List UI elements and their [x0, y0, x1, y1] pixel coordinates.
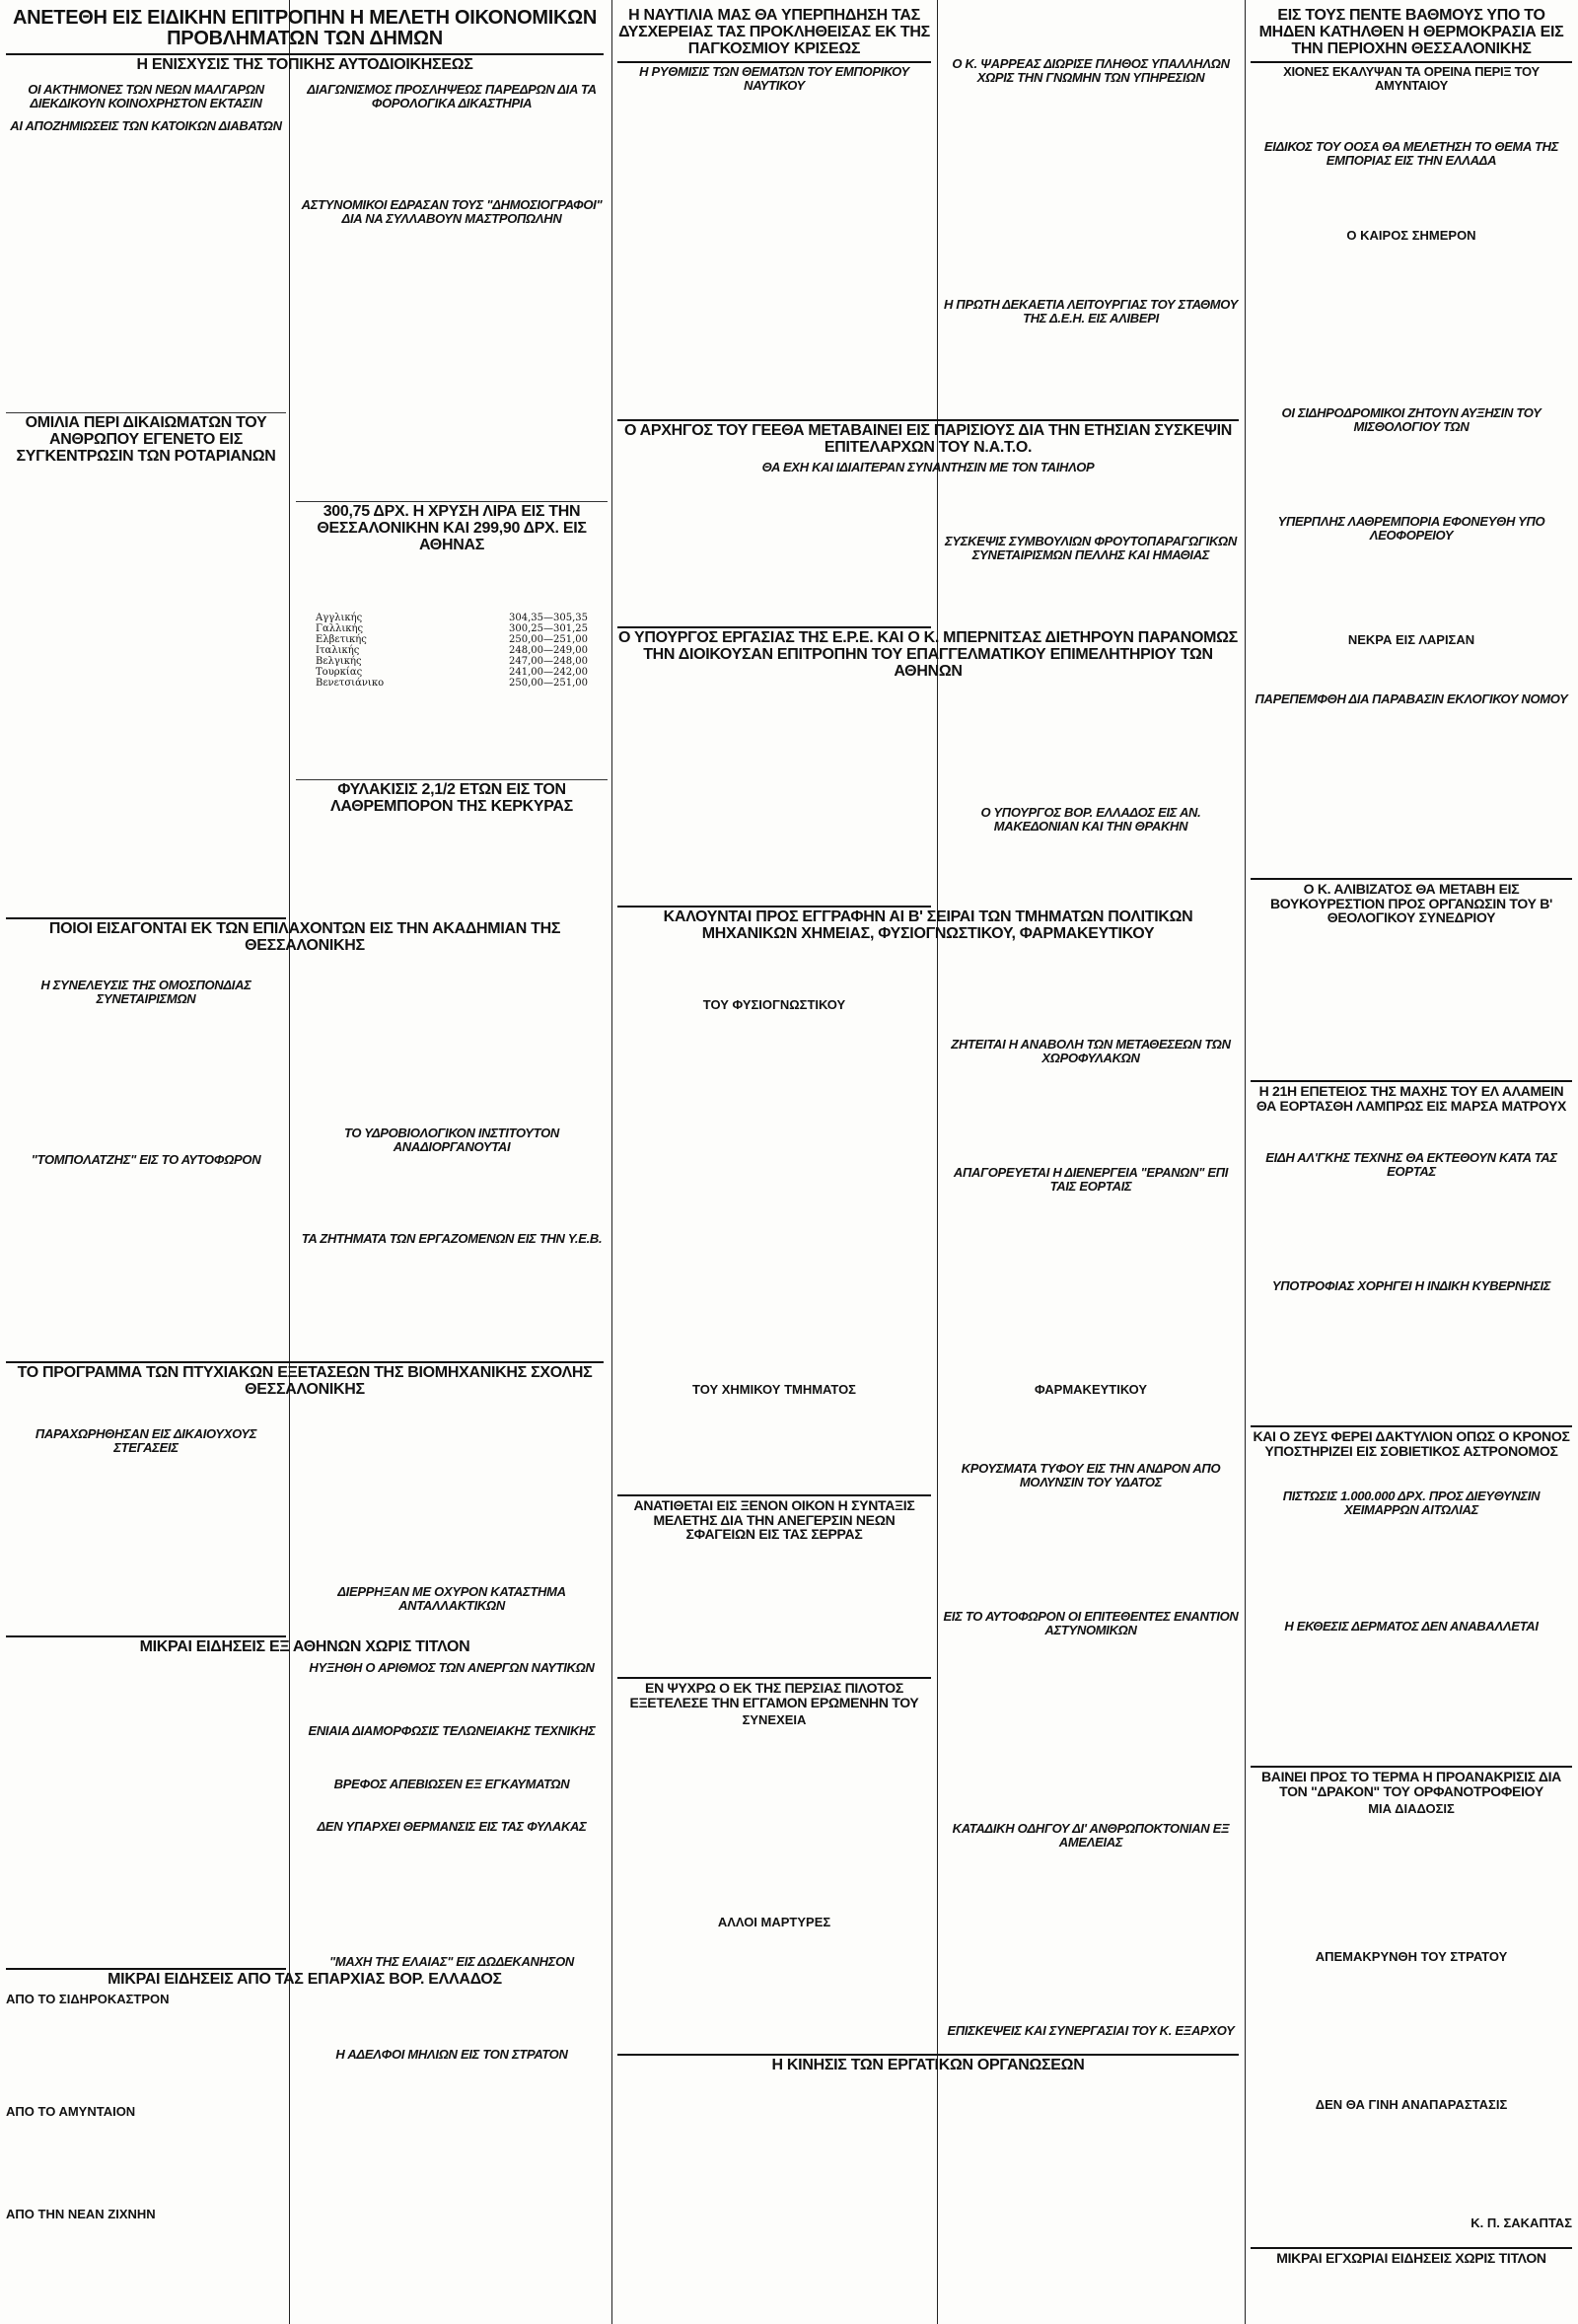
headline: ΔΕΝ ΥΠΑΡΧΕΙ ΘΕΡΜΑΝΣΙΣ ΕΙΣ ΤΑΣ ΦΥΛΑΚΑΣ	[317, 1819, 587, 1835]
article-credit-aitolia	[1251, 1488, 1572, 1547]
headline: Η 21Η ΕΠΕΤΕΙΟΣ ΤΗΣ ΜΑΧΗΣ ΤΟΥ ΕΛ ΑΛΑΜΕΙΝ ΘΑ ΕΟΡΤΑΣΘΗ ΛΑΜΠΡΩΣ ΕΙΣ ΜΑΡΣΑ ΜΑΤΡΟΥΧ	[1255, 1083, 1567, 1114]
headline: ΟΙ ΣΙΔΗΡΟΔΡΟΜΙΚΟΙ ΖΗΤΟΥΝ ΑΥΞΗΣΙΝ ΤΟΥ ΜΙΣΘΟΛΟΓΙΟΥ ΤΩΝ	[1281, 405, 1542, 434]
headline: ΑΣΤΥΝΟΜΙΚΟΙ ΕΔΡΑΣΑΝ ΤΟΥΣ "ΔΗΜΟΣΙΟΓΡΑΦΟΙ" ΔΙΑ ΝΑ ΣΥΛΛΑΒΟΥΝ ΜΑΣΤΡΟΠΩΛΗΝ	[301, 197, 603, 226]
article-aliveri-power	[943, 296, 1239, 375]
headline: ΠΑΡΕΠΕΜΦΘΗ ΔΙΑ ΠΑΡΑΒΑΣΙΝ ΕΚΛΟΓΙΚΟΥ ΝΟΜΟΥ	[1255, 691, 1568, 706]
article-industrial-school-exams	[6, 1361, 604, 1420]
headline: ΒΡΕΦΟΣ ΑΠΕΒΙΩΣΕΝ ΕΞ ΕΓΚΑΥΜΑΤΩΝ	[333, 1776, 570, 1791]
article-nato-chiefs	[617, 419, 1239, 508]
article-short-news-block	[296, 1583, 608, 1909]
gold-row: Ελβετικής 250,00—251,00	[316, 634, 588, 646]
headline: ΚΡΟΥΣΜΑΤΑ ΤΥΦΟΥ ΕΙΣ ΤΗΝ ΑΝΔΡΟΝ ΑΠΟ ΜΟΛΥΝΣΙΝ ΤΟΥ ΥΔΑΤΟΣ	[961, 1461, 1221, 1489]
subheadline: ΣΥΝΕΧΕΙΑ	[742, 1712, 807, 1728]
headline: ΠΟΙΟΙ ΕΙΣΑΓΟΝΤΑΙ ΕΚ ΤΩΝ ΕΠΙΛΑΧΟΝΤΩΝ ΕΙΣ ΤΗΝ ΑΚΑΔΗΜΙΑΝ ΤΗΣ ΘΕΣΣΑΛΟΝΙΚΗΣ	[48, 920, 561, 954]
column-head	[943, 1381, 1239, 1401]
headline: ΚΑΙ Ο ΖΕΥΣ ΦΕΡΕΙ ΔΑΚΤΥΛΙΟΝ ΟΠΩΣ Ο ΚΡΟΝΟΣ ΥΠΟΣΤΗΡΙΖΕΙ ΕΙΣ ΣΟΒΙΕΤΙΚΟΣ ΑΣΤΡΟΝΟΜΟΣ	[1253, 1428, 1570, 1459]
article-jupiter-ring	[1251, 1425, 1572, 1485]
article-slaughterhouse-serres	[617, 1494, 931, 1544]
article-fundraising-ban	[943, 1164, 1239, 1233]
subheadline: ΤΟΥ ΦΥΣΙΟΓΝΩΣΤΙΚΟΥ	[702, 997, 846, 1012]
article-alivizatos	[1251, 878, 1572, 937]
headline: ΠΙΣΤΩΣΙΣ 1.000.000 ΔΡΧ. ΠΡΟΣ ΔΙΕΥΘΥΝΣΙΝ ΧΕΙΜΑΡΡΩΝ ΑΙΤΩΛΙΑΣ	[1282, 1489, 1541, 1517]
subheadline: Ο ΚΑΙΡΟΣ ΣΗΜΕΡΟΝ	[1346, 228, 1476, 243]
article-electoral-law	[1251, 690, 1572, 750]
headline: ΕΙΣ ΤΟ ΑΥΤΟΦΩΡΟΝ ΟΙ ΕΠΙΤΕΘΕΝΤΕΣ ΕΝΑΝΤΙΟΝ ΑΣΤΥΝΟΜΙΚΩΝ	[943, 1609, 1239, 1637]
article-tax-court	[296, 81, 608, 377]
headline: ΤΑ ΖΗΤΗΜΑΤΑ ΤΩΝ ΕΡΓΑΖΟΜΕΝΩΝ ΕΙΣ ΤΗΝ Υ.Ε.Β.	[301, 1231, 603, 1247]
subheadline: ΑΠΕΜΑΚΡΥΝΘΗ ΤΟΥ ΣΤΡΑΤΟΥ	[1315, 1949, 1508, 1964]
headline: ΤΟ ΥΔΡΟΒΙΟΛΟΓΙΚΟΝ ΙΝΣΤΙΤΟΥΤΟΝ ΑΝΑΔΙΟΡΓΑΝΟΥΤΑΙ	[344, 1126, 559, 1154]
article-labour-minister	[617, 626, 1238, 715]
headline: Η ΚΙΝΗΣΙΣ ΤΩΝ ΕΡΓΑΤΙΚΩΝ ΟΡΓΑΝΩΣΕΩΝ	[771, 2057, 1085, 2073]
article-kerkyra-smuggler	[296, 779, 608, 937]
article-fruit-cooperatives	[943, 533, 1239, 641]
article-el-alamein	[1251, 1080, 1572, 1139]
headline: ΣΥΣΚΕΨΙΣ ΣΥΜΒΟΥΛΙΩΝ ΦΡΟΥΤΟΠΑΡΑΓΩΓΙΚΩΝ ΣΥΝΕΤΑΙΡΙΣΜΩΝ ΠΕΛΛΗΣ ΚΑΙ ΗΜΑΘΙΑΣ	[945, 534, 1237, 562]
column-head	[1251, 227, 1572, 251]
headline: ΜΙΚΡΑΙ ΕΓΧΩΡΙΑΙ ΕΙΔΗΣΕΙΣ ΧΩΡΙΣ ΤΙΤΛΟΝ	[1276, 2250, 1546, 2266]
article-persian-pilot	[617, 1677, 931, 1736]
headline: ΜΙΚΡΑΙ ΕΙΔΗΣΕΙΣ ΑΠΟ ΤΑΣ ΕΠΑΡΧΙΑΣ ΒΟΡ. ΕΛΛΑΔΟΣ	[108, 1971, 502, 1988]
gold-row: Τουρκίας 241,00—242,00	[316, 667, 588, 679]
article-labour-organizations	[617, 2054, 1239, 2083]
column-rule	[611, 0, 612, 2324]
article-municipal-finances	[6, 6, 604, 79]
article-indian-scholarships	[1251, 1277, 1572, 1327]
headline: ΗΥΞΗΘΗ Ο ΑΡΙΘΜΟΣ ΤΩΝ ΑΝΕΡΓΩΝ ΝΑΥΤΙΚΩΝ	[309, 1660, 595, 1676]
headline: ΕΠΙΣΚΕΨΕΙΣ ΚΑΙ ΣΥΝΕΡΓΑΣΙΑΙ ΤΟΥ Κ. ΕΞΑΡΧΟΥ	[947, 2023, 1235, 2038]
headline: Η ΝΑΥΤΙΛΙΑ ΜΑΣ ΘΑ ΥΠΕΡΠΗΔΗΣΗ ΤΑΣ ΔΥΣΧΕΡΕΙΑΣ ΤΑΣ ΠΡΟΚΛΗΘΕΙΣΑΣ ΕΚ ΤΗΣ ΠΑΓΚΟΣΜΙΟΥ ΚΡΙΣΕΩΣ	[618, 7, 930, 57]
headline: ΑΙ ΑΠΟΖΗΜΙΩΣΕΙΣ ΤΩΝ ΚΑΤΟΙΚΩΝ ΔΙΑΒΑΤΩΝ	[10, 118, 282, 134]
subheadline: ΑΠΟ ΤΟ ΑΜΥΝΤΑΙΟΝ	[6, 2104, 136, 2120]
article-shipping-crisis	[617, 6, 931, 114]
column-head	[1251, 2096, 1572, 2136]
subheadline: ΧΙΟΝΕΣ ΕΚΑΛΥΨΑΝ ΤΑ ΟΡΕΙΝΑ ΠΕΡΙΞ ΤΟΥ ΑΜΥΝΤΑΙΟΥ	[1283, 64, 1540, 94]
article-malgara-landless	[6, 81, 286, 406]
headline: 300,75 ΔΡΧ. Η ΧΡΥΣΗ ΛΙΡΑ ΕΙΣ ΤΗΝ ΘΕΣΣΑΛΟΝΙΚΗΝ ΚΑΙ 299,90 ΔΡΧ. ΕΙΣ ΑΘΗΝΑΣ	[317, 503, 587, 553]
headline: "ΜΑΧΗ ΤΗΣ ΕΛΑΙΑΣ" ΕΙΣ ΔΩΔΕΚΑΝΗΣΟΝ	[328, 1954, 575, 1969]
subheadline: ΤΟΥ ΧΗΜΙΚΟΥ ΤΜΗΜΑΤΟΣ	[692, 1382, 856, 1397]
headline: ΕΙΔΙΚΟΣ ΤΟΥ ΟΟΣΑ ΘΑ ΜΕΛΕΤΗΣΗ ΤΟ ΘΕΜΑ ΤΗΣ ΕΜΠΟΡΙΑΣ ΕΙΣ ΤΗΝ ΕΛΛΑΔΑ	[1263, 139, 1559, 168]
subheadline: ΘΑ ΕΧΗ ΚΑΙ ΙΔΙΑΙΤΕΡΑΝ ΣΥΝΑΝΤΗΣΙΝ ΜΕ ΤΟΝ ΤΑΙΗΛΟΡ	[761, 459, 1095, 474]
subheadline: ΝΕΚΡΑ ΕΙΣ ΛΑΡΙΣΑΝ	[1347, 632, 1475, 647]
article-hydrobiology	[296, 1125, 608, 1381]
article-cold-wave	[1251, 6, 1572, 114]
headline: Ο ΑΡΧΗΓΟΣ ΤΟΥ ΓΕΕΘΑ ΜΕΤΑΒΑΙΝΕΙ ΕΙΣ ΠΑΡΙΣΙΟΥΣ ΔΙΑ ΤΗΝ ΕΤΗΣΙΑΝ ΣΥΣΚΕΨΙΝ ΕΠΙΤΕΛΑΡΧΩΝ ΤΟΥ Ν.Α.Τ.Ο.	[623, 422, 1233, 456]
headline: ΕΝΙΑΙΑ ΔΙΑΜΟΡΦΩΣΙΣ ΤΕΛΩΝΕΙΑΚΗΣ ΤΕΧΝΙΚΗΣ	[308, 1722, 596, 1738]
article-oecd-expert	[1251, 138, 1572, 197]
headline: Ο Κ. ΨΑΡΡΕΑΣ ΔΙΩΡΙΣΕ ΠΛΗΘΟΣ ΥΠΑΛΛΗΛΩΝ ΧΩΡΙΣ ΤΗΝ ΓΝΩΜΗΝ ΤΩΝ ΥΠΗΡΕΣΙΩΝ	[952, 56, 1230, 85]
headline: ΒΑΙΝΕΙ ΠΡΟΣ ΤΟ ΤΕΡΜΑ Η ΠΡΟΑΝΑΚΡΙΣΙΣ ΔΙΑ ΤΟΝ "ΔΡΑΚΟΝ" ΤΟΥ ΟΡΦΑΝΟΤΡΟΦΕΙΟΥ	[1261, 1769, 1561, 1799]
column-rule	[1245, 0, 1246, 2324]
article-psarreas	[943, 55, 1239, 164]
gold-row: Γαλλικής 300,25—301,25	[316, 623, 588, 635]
headline: "ΤΟΜΠΟΛΑΤΖΗΣ" ΕΙΣ ΤΟ ΑΥΤΟΦΩΡΟΝ	[31, 1152, 261, 1168]
headline: ΕΙΔΗ ΑΛ'ΓΚΗΣ ΤΕΧΝΗΣ ΘΑ ΕΚΤΕΘΟΥΝ ΚΑΤΑ ΤΑΣ ΕΟΡΤΑΣ	[1265, 1150, 1557, 1179]
subheadline: ΦΑΡΜΑΚΕΥΤΙΚΟΥ	[1034, 1382, 1148, 1397]
column-head	[617, 1914, 931, 1937]
gold-row: Βενετσιάνικο 250,00—251,00	[316, 678, 588, 690]
byline: Κ. Π. ΣΑΚΑΠΤΑΣ	[1470, 2215, 1572, 2230]
gold-row: Βελγικής 247,00—248,00	[316, 656, 588, 668]
headline: ΑΝΕΤΕΘΗ ΕΙΣ ΕΙΔΙΚΗΝ ΕΠΙΤΡΟΠΗΝ Η ΜΕΛΕΤΗ ΟΙΚΟΝΟΜΙΚΩΝ ΠΡΟΒΛΗΜΑΤΩΝ ΤΩΝ ΔΗΜΩΝ	[12, 7, 598, 49]
headline: ΥΠΕΡΠΛΗΣ ΛΑΘΡΕΜΠΟΡΙΑ ΕΦΟΝΕΥΘΗ ΥΠΟ ΛΕΟΦΟΡΕΙΟΥ	[1277, 514, 1545, 543]
article-gold-price	[296, 501, 608, 748]
article-folk-art	[1251, 1149, 1572, 1198]
gold-row: Ιταλικής 248,00—249,00	[316, 645, 588, 657]
headline: ΠΑΡΑΧΩΡΗΘΗΣΑΝ ΕΙΣ ΔΙΚΑΙΟΥΧΟΥΣ ΣΤΕΓΑΣΕΙΣ	[35, 1426, 257, 1455]
headline: ΦΥΛΑΚΙΣΙΣ 2,1/2 ΕΤΩΝ ΕΙΣ ΤΟΝ ΛΑΘΡΕΜΠΟΡΟΝ ΤΗΣ ΚΕΡΚΥΡΑΣ	[330, 781, 573, 815]
headline: Η ΣΥΝΕΛΕΥΣΙΣ ΤΗΣ ΟΜΟΣΠΟΝΔΙΑΣ ΣΥΝΕΤΑΙΡΙΣΜΩΝ	[40, 978, 251, 1006]
headline: ΑΠΑΓΟΡΕΥΕΤΑΙ Η ΔΙΕΝΕΡΓΕΙΑ "ΕΡΑΝΩΝ" ΕΠΙ ΤΑΙΣ ΕΟΡΤΑΙΣ	[953, 1165, 1229, 1194]
article-typhus-andros	[943, 1460, 1239, 1529]
subheadline: ΜΙΑ ΔΙΑΔΟΣΙΣ	[1368, 1801, 1455, 1817]
gold-row: Αγγλικής 304,35—305,35	[316, 613, 588, 624]
headline: ΕΝ ΨΥΧΡΩ Ο ΕΚ ΤΗΣ ΠΕΡΣΙΑΣ ΠΙΛΟΤΟΣ ΕΞΕΤΕΛΕΣΕ ΤΗΝ ΕΓΓΑΜΟΝ ΕΡΩΜΕΝΗΝ ΤΟΥ	[629, 1680, 919, 1710]
headline: ΤΟ ΠΡΟΓΡΑΜΜΑ ΤΩΝ ΠΤΥΧΙΑΚΩΝ ΕΞΕΤΑΣΕΩΝ ΤΗΣ ΒΙΟΜΗΧΑΝΙΚΗΣ ΣΧΟΛΗΣ ΘΕΣΣΑΛΟΝΙΚΗΣ	[17, 1364, 593, 1398]
article-rotary-human-rights	[6, 412, 286, 580]
headline: Η ΕΚΘΕΣΙΣ ΔΕΡΜΑΤΟΣ ΔΕΝ ΑΝΑΒΑΛΛΕΤΑΙ	[1284, 1619, 1539, 1634]
article-cooperatives-assembly	[6, 977, 286, 1351]
column-head	[1251, 2215, 1572, 2244]
headline: ΑΝΑΤΙΘΕΤΑΙ ΕΙΣ ΞΕΝΟΝ ΟΙΚΟΝ Η ΣΥΝΤΑΞΙΣ ΜΕΛΕΤΗΣ ΔΙΑ ΤΗΝ ΑΝΕΓΕΡΣΙΝ ΝΕΩΝ ΣΦΑΓΕΙΩΝ ΕΙΣ ΤΑΣ ΣΕΡΡΑΣ	[633, 1497, 915, 1543]
headline: ΕΙΣ ΤΟΥΣ ΠΕΝΤΕ ΒΑΘΜΟΥΣ ΥΠΟ ΤΟ ΜΗΔΕΝ ΚΑΤΗΛΘΕΝ Η ΘΕΡΜΟΚΡΑΣΙΑ ΕΙΣ ΤΗΝ ΠΕΡΙΟΧΗΝ ΘΕΣΣΑΛΟΝΙΚΗΣ	[1258, 7, 1564, 57]
headline: Η ΑΔΕΛΦΟΙ ΜΗΛΙΩΝ ΕΙΣ ΤΟΝ ΣΤΡΑΤΟΝ	[335, 2046, 568, 2062]
headline: ΔΙΕΡΡΗΞΑΝ ΜΕ ΟΧΥΡΟΝ ΚΑΤΑΣΤΗΜΑ ΑΝΤΑΛΛΑΚΤΙΚΩΝ	[337, 1584, 566, 1613]
article-police-assault	[943, 1608, 1239, 1677]
headline: Ο ΥΠΟΥΡΓΟΣ ΒΟΡ. ΕΛΛΑΔΟΣ ΕΙΣ ΑΝ. ΜΑΚΕΔΟΝΙΑΝ ΚΑΙ ΤΗΝ ΘΡΑΚΗΝ	[980, 805, 1201, 834]
headline: ΟΜΙΛΙΑ ΠΕΡΙ ΔΙΚΑΙΩΜΑΤΩΝ ΤΟΥ ΑΝΘΡΩΠΟΥ ΕΓΕΝΕΤΟ ΕΙΣ ΣΥΓΚΕΝΤΡΩΣΙΝ ΤΩΝ ΡΟΤΑΡΙΑΝΩΝ	[16, 414, 276, 465]
gold-table	[316, 613, 588, 689]
headline: ΚΑΤΑΔΙΚΗ ΟΔΗΓΟΥ ΔΙ' ΑΝΘΡΩΠΟΚΤΟΝΙΑΝ ΕΞ ΑΜΕΛΕΙΑΣ	[952, 1821, 1230, 1850]
headline: ΥΠΟΤΡΟΦΙΑΣ ΧΟΡΗΓΕΙ Η ΙΝΔΙΚΗ ΚΥΒΕΡΝΗΣΙΣ	[1271, 1278, 1551, 1293]
article-local-short-news	[1251, 2247, 1572, 2318]
article-driver-sentence	[943, 1820, 1239, 1879]
headline: ΚΑΛΟΥΝΤΑΙ ΠΡΟΣ ΕΓΓΡΑΦΗΝ ΑΙ Β' ΣΕΙΡΑΙ ΤΩΝ ΤΜΗΜΑΤΩΝ ΠΟΛΙΤΙΚΩΝ ΜΗΧΑΝΙΚΩΝ ΧΗΜΕΙΑΣ, ΦΥΣΙΟΓΝΩΣΤΙΚΟΥ, ΦΑΡΜΑΚΕΥΤΙΚΟΥ	[663, 908, 1193, 942]
column-head	[1251, 631, 1572, 661]
subheadline: ΑΠΟ ΤΗΝ ΝΕΑΝ ΖΙΧΝΗΝ	[6, 2207, 156, 2222]
subheadline: Η ΡΥΘΜΙΣΙΣ ΤΩΝ ΘΕΜΑΤΩΝ ΤΟΥ ΕΜΠΟΡΙΚΟΥ ΝΑΥΤΙΚΟΥ	[639, 64, 909, 94]
article-gendarme-transfers	[943, 1036, 1239, 1095]
headline: Ο ΥΠΟΥΡΓΟΣ ΕΡΓΑΣΙΑΣ ΤΗΣ Ε.Ρ.Ε. ΚΑΙ Ο Κ. ΜΠΕΡΝΙΤΣΑΣ ΔΙΕΤΗΡΟΥΝ ΠΑΡΑΝΟΜΩΣ ΤΗΝ ΔΙΟΙΚΟΥΣΑΝ ΕΠΙΤΡΟΠΗΝ ΤΟΥ ΕΠΑΓΓΕΛΜΑΤΙΚΟΥ ΕΠΙΜΕΛΗΤΗΡΙΟΥ ΤΩΝ ΑΘΗΝΩΝ	[618, 629, 1238, 680]
column-head	[1251, 1948, 1572, 1988]
headline: ΔΙΑΓΩΝΙΣΜΟΣ ΠΡΟΣΛΗΨΕΩΣ ΠΑΡΕΔΡΩΝ ΔΙΑ ΤΑ ΦΟΡΟΛΟΓΙΚΑ ΔΙΚΑΣΤΗΡΙΑ	[307, 82, 597, 110]
subheadline: ΑΠΟ ΤΟ ΣΙΔΗΡΟΚΑΣΤΡΟΝ	[6, 1991, 170, 2006]
article-housing	[6, 1425, 286, 1642]
article-railway-pay	[1251, 404, 1572, 464]
subheadline: Η ΕΝΙΣΧΥΣΙΣ ΤΗΣ ΤΟΠΙΚΗΣ ΑΥΤΟΔΙΟΙΚΗΣΕΩΣ	[136, 56, 473, 73]
article-orphanage-dragon	[1251, 1766, 1572, 1835]
headline: Η ΠΡΩΤΗ ΔΕΚΑΕΤΙΑ ΛΕΙΤΟΥΡΓΙΑΣ ΤΟΥ ΣΤΑΘΜΟΥ ΤΗΣ Δ.Ε.Η. ΕΙΣ ΑΛΙΒΕΡΙ	[944, 297, 1238, 326]
column-head	[617, 1381, 931, 1405]
headline: Ο Κ. ΑΛΙΒΙΖΑΤΟΣ ΘΑ ΜΕΤΑΒΗ ΕΙΣ ΒΟΥΚΟΥΡΕΣΤΙΟΝ ΠΡΟΣ ΟΡΓΑΝΩΣΙΝ ΤΟΥ Β' ΘΕΟΛΟΓΙΚΟΥ ΣΥΝΕΔΡΙΟΥ	[1269, 881, 1553, 926]
article-minister-north-greece	[943, 804, 1239, 873]
subheadline: ΔΕΝ ΘΑ ΓΙΝΗ ΑΝΑΠΑΡΑΣΤΑΣΙΣ	[1315, 2097, 1508, 2112]
article-bus-accident	[1251, 513, 1572, 572]
headline: ΟΙ ΑΚΤΗΜΟΝΕΣ ΤΩΝ ΝΕΩΝ ΜΑΛΓΑΡΩΝ ΔΙΕΚΔΙΚΟΥΝ ΚΟΙΝΟΧΡΗΣΤΟΝ ΕΚΤΑΣΙΝ	[28, 82, 264, 110]
headline: ΜΙΚΡΑΙ ΕΙΔΗΣΕΙΣ ΕΞ ΑΘΗΝΩΝ ΧΩΡΙΣ ΤΙΤΛΟΝ	[139, 1638, 470, 1655]
divider	[6, 53, 604, 55]
article-leather-exhibition	[1251, 1618, 1572, 1667]
subheadline: ΑΛΛΟΙ ΜΑΡΤΥΡΕΣ	[717, 1915, 831, 1929]
column-rule	[937, 0, 938, 2324]
column-head	[617, 996, 931, 1016]
headline: ΖΗΤΕΙΤΑΙ Η ΑΝΑΒΟΛΗ ΤΩΝ ΜΕΤΑΘΕΣΕΩΝ ΤΩΝ ΧΩΡΟΦΥΛΑΚΩΝ	[951, 1037, 1231, 1065]
